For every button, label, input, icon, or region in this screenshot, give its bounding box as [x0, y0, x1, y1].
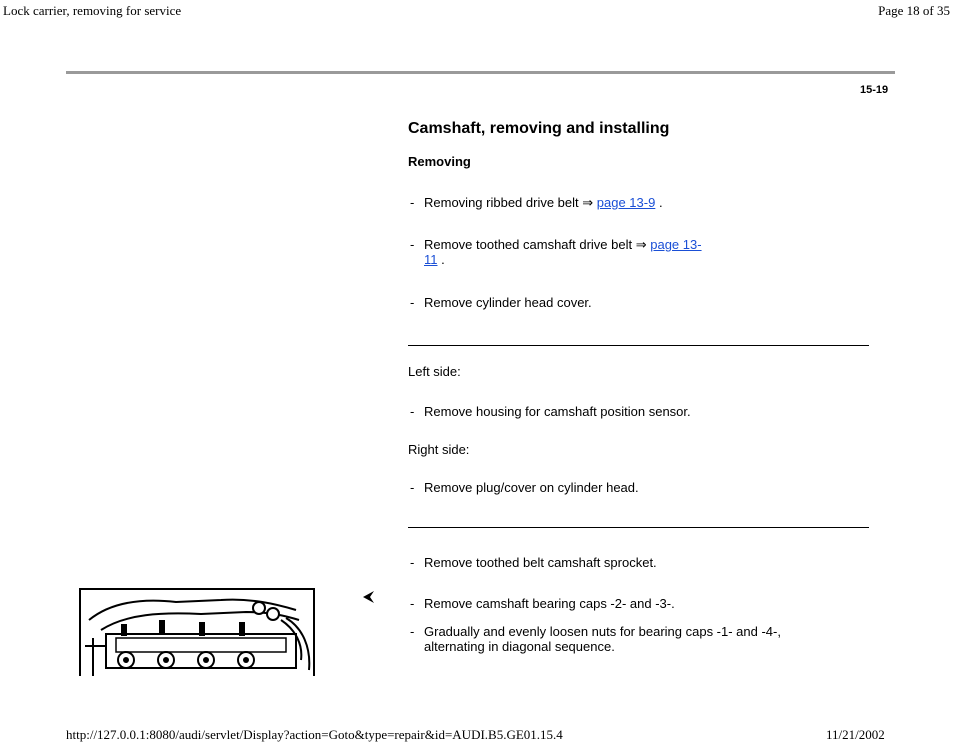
step-text: Remove plug/cover on cylinder head.	[424, 480, 639, 495]
link-page-13-9[interactable]: page 13-9	[596, 195, 656, 210]
figure-pointer-arrow-icon	[362, 590, 376, 604]
step-text: Remove housing for camshaft position sensor.	[424, 404, 691, 419]
step-dash: -	[410, 596, 415, 611]
header-divider	[66, 71, 895, 74]
step-text: Remove toothed camshaft drive belt ⇒	[424, 237, 651, 252]
link-page-13-11-part1[interactable]: page 13-	[650, 237, 702, 252]
step-text-tail: .	[655, 195, 663, 210]
step-dash: -	[410, 237, 415, 252]
page-indicator: Page 18 of 35	[878, 3, 950, 18]
right-side-label: Right side:	[408, 442, 470, 457]
step-text: Remove cylinder head cover.	[424, 295, 592, 310]
step-text: Gradually and evenly loosen nuts for bearing caps -1- and -4-,	[424, 624, 781, 639]
engine-drawing	[81, 590, 313, 676]
step-text: Remove toothed belt camshaft sprocket.	[424, 555, 657, 570]
step-dash: -	[410, 555, 415, 570]
step-text-tail: .	[437, 252, 445, 267]
camshaft-illustration	[79, 588, 315, 676]
footer-date: 11/21/2002	[826, 727, 885, 742]
step-text-continuation: alternating in diagonal sequence.	[424, 639, 615, 654]
section-title: Camshaft, removing and installing	[408, 120, 670, 137]
left-side-label: Left side:	[408, 364, 461, 379]
step-dash: -	[410, 295, 415, 310]
step-dash: -	[410, 404, 415, 419]
document-title: Lock carrier, removing for service	[3, 3, 182, 18]
step-dash: -	[410, 624, 415, 639]
divider-1	[408, 345, 869, 346]
page-number: 15-19	[860, 84, 889, 96]
link-page-13-11-part2[interactable]: 11	[424, 252, 438, 267]
divider-2	[408, 527, 869, 528]
step-dash: -	[410, 480, 415, 495]
subheading-removing: Removing	[408, 154, 471, 169]
step-text: Removing ribbed drive belt ⇒	[424, 195, 597, 210]
step-dash: -	[410, 195, 415, 210]
footer-url: http://127.0.0.1:8080/audi/servlet/Display?action=Goto&type=repair&id=AUDI.B5.GE01.15.4	[66, 727, 563, 742]
step-text: Remove camshaft bearing caps -2- and -3-.	[424, 596, 675, 611]
